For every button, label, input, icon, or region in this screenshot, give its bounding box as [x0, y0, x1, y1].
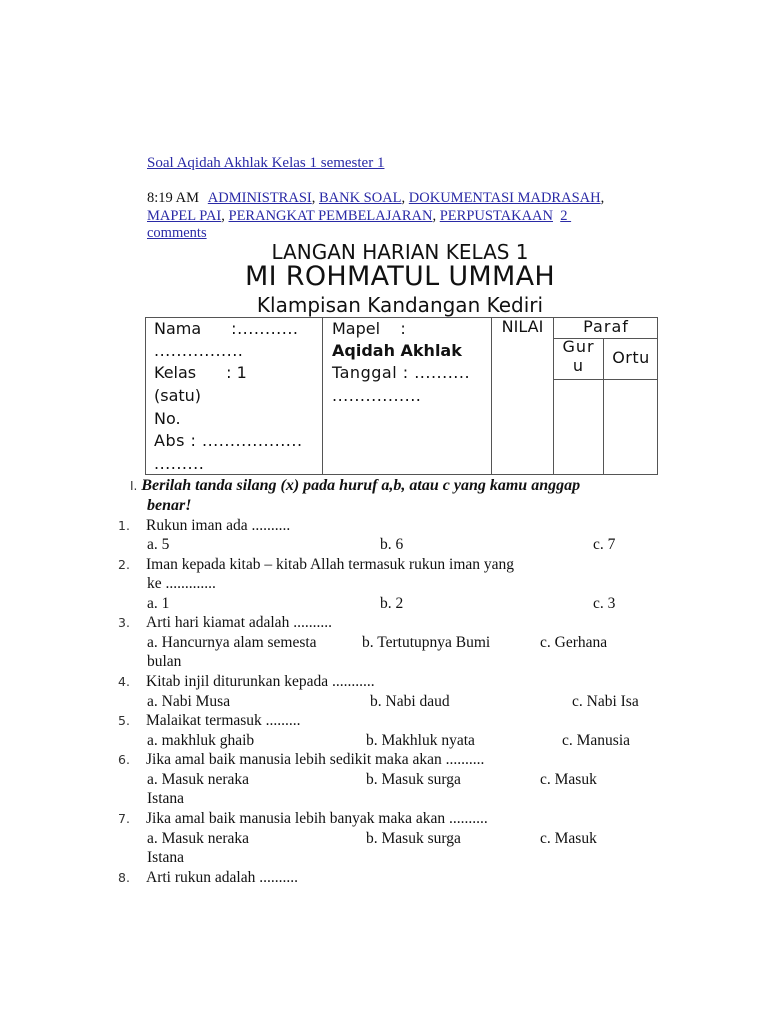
tanggal-field: Tanggal : ..........	[332, 363, 471, 382]
guru-header: Gur u	[562, 337, 595, 375]
paraf-header: Paraf	[583, 317, 629, 336]
comments-link[interactable]: 2 comments	[147, 207, 568, 241]
option-c-wrap: bulan	[147, 653, 182, 670]
ortu-header: Ortu	[612, 348, 650, 367]
question-3: 3. Arti hari kiamat adalah ..........	[118, 614, 332, 631]
table-divider	[491, 318, 492, 474]
post-title-link[interactable]: Soal Aqidah Akhlak Kelas 1 semester 1	[147, 155, 385, 171]
option-b[interactable]: b. Masuk surga	[366, 830, 461, 847]
question-6: 6. Jika amal baik manusia lebih sedikit maka akan ..........	[118, 751, 485, 768]
option-a[interactable]: a. 5	[147, 536, 170, 553]
question-2-continuation: ke .............	[147, 575, 216, 592]
option-a[interactable]: a. makhluk ghaib	[147, 732, 255, 749]
abs-dots: .........	[154, 454, 205, 473]
option-b[interactable]: b. Makhluk nyata	[366, 732, 475, 749]
table-divider	[553, 379, 657, 380]
table-divider	[322, 318, 323, 474]
label-link-perpustakaan[interactable]: PERPUSTAKAAN	[439, 207, 553, 224]
option-c-wrap: Istana	[147, 849, 185, 866]
question-7: 7. Jika amal baik manusia lebih banyak maka akan ..........	[118, 810, 488, 827]
label-link-bank-soal[interactable]: BANK SOAL	[318, 190, 402, 206]
option-a[interactable]: a. Masuk neraka	[147, 771, 249, 788]
exam-title: LANGAN HARIAN KELAS 1	[271, 240, 529, 264]
option-c[interactable]: c. 3	[593, 595, 616, 612]
kelas-field: Kelas : 1	[154, 363, 247, 382]
post-time: 8:19 AM	[147, 190, 199, 206]
option-a[interactable]: a. Nabi Musa	[147, 693, 231, 710]
option-c[interactable]: c. Masuk	[540, 771, 597, 788]
option-b[interactable]: b. Tertutupnya Bumi	[362, 634, 491, 651]
post-meta: 8:19 AM ADMINISTRASI, BANK SOAL, DOKUMENTASI MADRASAH, MAPEL PAI, PERANGKAT PEMBELAJARAN, PERPUSTAKAAN 2 comments	[147, 190, 605, 241]
no-label: No.	[154, 409, 181, 428]
school-address: Klampisan Kandangan Kediri	[256, 293, 544, 317]
nama-dots: ................	[154, 341, 244, 360]
option-c-wrap: Istana	[147, 790, 185, 807]
instruction: I. Berilah tanda silang (x) pada huruf a,b, atau c yang kamu anggap benar!	[130, 477, 581, 514]
question-1: 1. Rukun iman ada ..........	[118, 517, 291, 534]
mapel-value: Aqidah Akhlak	[332, 341, 462, 360]
option-a[interactable]: a. 1	[147, 595, 170, 612]
option-b[interactable]: b. 2	[380, 595, 404, 612]
option-c[interactable]: c. Manusia	[562, 732, 631, 749]
nama-field: Nama :...........	[154, 319, 299, 338]
abs-field: Abs : ..................	[154, 431, 303, 450]
question-2: 2. Iman kepada kitab – kitab Allah termasuk rukun iman yang	[118, 556, 515, 573]
label-link-mapel-pai[interactable]: MAPEL PAI	[147, 207, 222, 224]
option-b[interactable]: b. Nabi daud	[370, 693, 450, 710]
school-name: MI ROHMATUL UMMAH	[245, 261, 555, 292]
option-c[interactable]: c. Nabi Isa	[572, 693, 639, 710]
label-link-administrasi[interactable]: ADMINISTRASI	[207, 190, 312, 206]
option-c[interactable]: c. Masuk	[540, 830, 597, 847]
label-link-perangkat-pembelajaran[interactable]: PERANGKAT PEMBELAJARAN	[228, 207, 433, 224]
student-identity-table	[145, 317, 658, 475]
option-a[interactable]: a. Hancurnya alam semesta	[147, 634, 317, 651]
option-a[interactable]: a. Masuk neraka	[147, 830, 249, 847]
option-c[interactable]: c. Gerhana	[540, 634, 608, 651]
option-b[interactable]: b. 6	[380, 536, 404, 553]
mapel-label: Mapel :	[332, 319, 406, 338]
tanggal-dots: ................	[332, 386, 422, 405]
option-b[interactable]: b. Masuk surga	[366, 771, 461, 788]
label-link-dokumentasi-madrasah[interactable]: DOKUMENTASI MADRASAH	[408, 190, 601, 206]
question-8: 8. Arti rukun adalah ..........	[118, 869, 298, 886]
question-4: 4. Kitab injil diturunkan kepada ...........	[118, 673, 375, 690]
option-c[interactable]: c. 7	[593, 536, 616, 553]
kelas-satu: (satu)	[154, 386, 202, 405]
nilai-header: NILAI	[501, 317, 544, 336]
question-5: 5. Malaikat termasuk .........	[118, 712, 301, 729]
